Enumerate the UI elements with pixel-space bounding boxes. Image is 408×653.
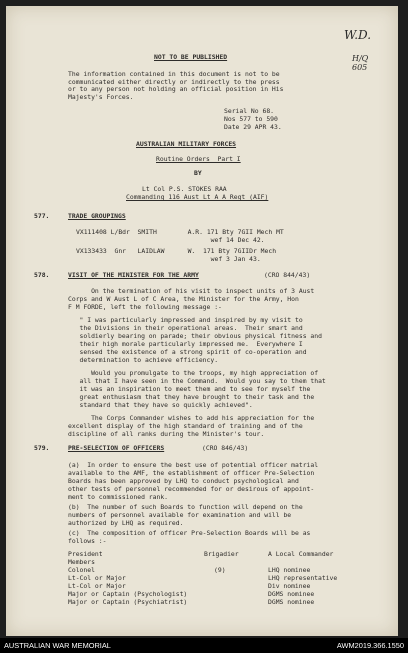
notice-title: NOT TO BE PUBLISHED: [154, 53, 228, 61]
table-cell-nominee: Div nominee: [268, 582, 311, 590]
command-title: Commanding 116 Aust Lt A A Regt (AIF): [126, 193, 269, 201]
table-cell-role: Members: [68, 558, 95, 566]
item-line: sensed the existence of a strong spirit of co-operation and: [68, 348, 307, 356]
item-title: PRE-SELECTION OF OFFICERS: [68, 444, 165, 452]
item-line: F M FORDE, left the following message :-: [68, 303, 222, 311]
item-line: Would you promulgate to the troops, my high appreciation of: [68, 369, 319, 377]
table-cell-role: Lt-Col or Major: [68, 574, 126, 582]
archive-name: AUSTRALIAN WAR MEMORIAL: [4, 641, 111, 650]
item-number: 579.: [34, 444, 50, 452]
item-line: soldierly bearing on parade; their obvious physical fitness and: [68, 332, 322, 340]
by-line: BY: [194, 169, 202, 177]
table-header-local-commander: A Local Commander: [268, 550, 334, 558]
item-line: follows :-: [68, 537, 107, 545]
item-number: 578.: [34, 271, 50, 279]
item-line: VX111408 L/Bdr SMITH A.R. 171 Bty 7GII Mech MT: [76, 228, 284, 236]
item-line: it was an inspiration to meet them and to see for myself the: [68, 385, 311, 393]
item-line: discipline of all ranks during the Minister's tour.: [68, 430, 265, 438]
table-cell-role: Lt-Col or Major: [68, 582, 126, 590]
archive-id: AWM2019.366.1550: [336, 641, 404, 650]
notice-text: The information contained in this document is not to be communicated either directly or indirectly to the press or to any person not holding an official position in His Majesty's Forces.: [68, 70, 284, 101]
table-header-brigadier: Brigadier: [204, 550, 239, 558]
item-line: The Corps Commander wishes to add his appreciation for the: [68, 414, 315, 422]
item-line: all that I have seen in the Command. Would you say to them that: [68, 377, 326, 385]
item-line: other tests of personnel recommended for or desirous of appoint-: [68, 485, 315, 493]
item-line: On the termination of his visit to inspect units of 3 Aust: [68, 287, 315, 295]
handwritten-mark: W.D.: [344, 28, 372, 42]
table-cell-nominee: DGMS nominee: [268, 598, 315, 606]
table-cell-nominee: LHQ nominee: [268, 566, 311, 574]
item-line: (b) The number of such Boards to function will depend on the: [68, 503, 303, 511]
item-line: standard that they have so quickly achieved".: [68, 401, 253, 409]
item-line: wef 14 Dec 42.: [76, 236, 265, 244]
order-numbers: Nos 577 to 590: [224, 115, 278, 123]
item-line: great enthusiasm that they have brought to their task and the: [68, 393, 315, 401]
item-reference: (CRO 846/43): [202, 444, 249, 452]
table-cell-role: Major or Captain (Psychiatrist): [68, 598, 188, 606]
archive-footer: [0, 638, 408, 653]
item-line: numbers of personnel available for examination and will be: [68, 511, 292, 519]
item-line: Corps and W Aust L of C Area, the Minister for the Army, Hon: [68, 295, 299, 303]
item-line: (a) In order to ensure the best use of potential officer matrial: [68, 461, 319, 469]
document-page: [6, 6, 398, 636]
item-line: the Divisions in their operational areas. Their smart and: [68, 324, 303, 332]
table-cell-role: Major or Captain (Psychologist): [68, 590, 188, 598]
item-line: (c) The composition of officer Pre-Selection Boards will be as: [68, 529, 311, 537]
item-line: Boards has been approved by LHQ to conduct psychological and: [68, 477, 299, 485]
orders-title: Routine Orders Part I: [156, 155, 241, 163]
item-line: excellent display of the high standard of training and of the: [68, 422, 303, 430]
table-header-president: President: [68, 550, 103, 558]
commander-name: Lt Col P.S. STOKES RAA: [142, 185, 227, 193]
item-line: their high morale particularly impressed me. Everywhere I: [68, 340, 303, 348]
organisation-title: AUSTRALIAN MILITARY FORCES: [136, 140, 237, 148]
item-line: VX133433 Gnr LAIDLAW W. 171 Bty 7GIIDr Mech: [76, 247, 277, 255]
table-cell-nominee: DGMS nominee: [268, 590, 315, 598]
item-line: " I was particularly impressed and inspired by my visit to: [68, 316, 303, 324]
item-line: ment to commissioned rank.: [68, 493, 169, 501]
table-cell-count: (9): [214, 566, 226, 574]
item-title: VISIT OF THE MINISTER FOR THE ARMY: [68, 271, 199, 279]
table-cell-nominee: LHQ representative: [268, 574, 338, 582]
item-line: authorized by LHQ as required.: [68, 519, 184, 527]
order-date: Date 29 APR 43.: [224, 123, 282, 131]
item-number: 577.: [34, 212, 50, 220]
item-title: TRADE GROUPINGS: [68, 212, 126, 220]
item-reference: (CRO 844/43): [264, 271, 311, 279]
table-cell-role: Colonel: [68, 566, 95, 574]
handwritten-side-mark: H/Q 605: [352, 54, 369, 72]
item-line: available to the AMF, the establishment of officer Pre-Selection: [68, 469, 315, 477]
item-line: determination to achieve efficiency.: [68, 356, 219, 364]
item-line: wef 3 Jan 43.: [76, 255, 261, 263]
serial-number: Serial No 68.: [224, 107, 275, 115]
